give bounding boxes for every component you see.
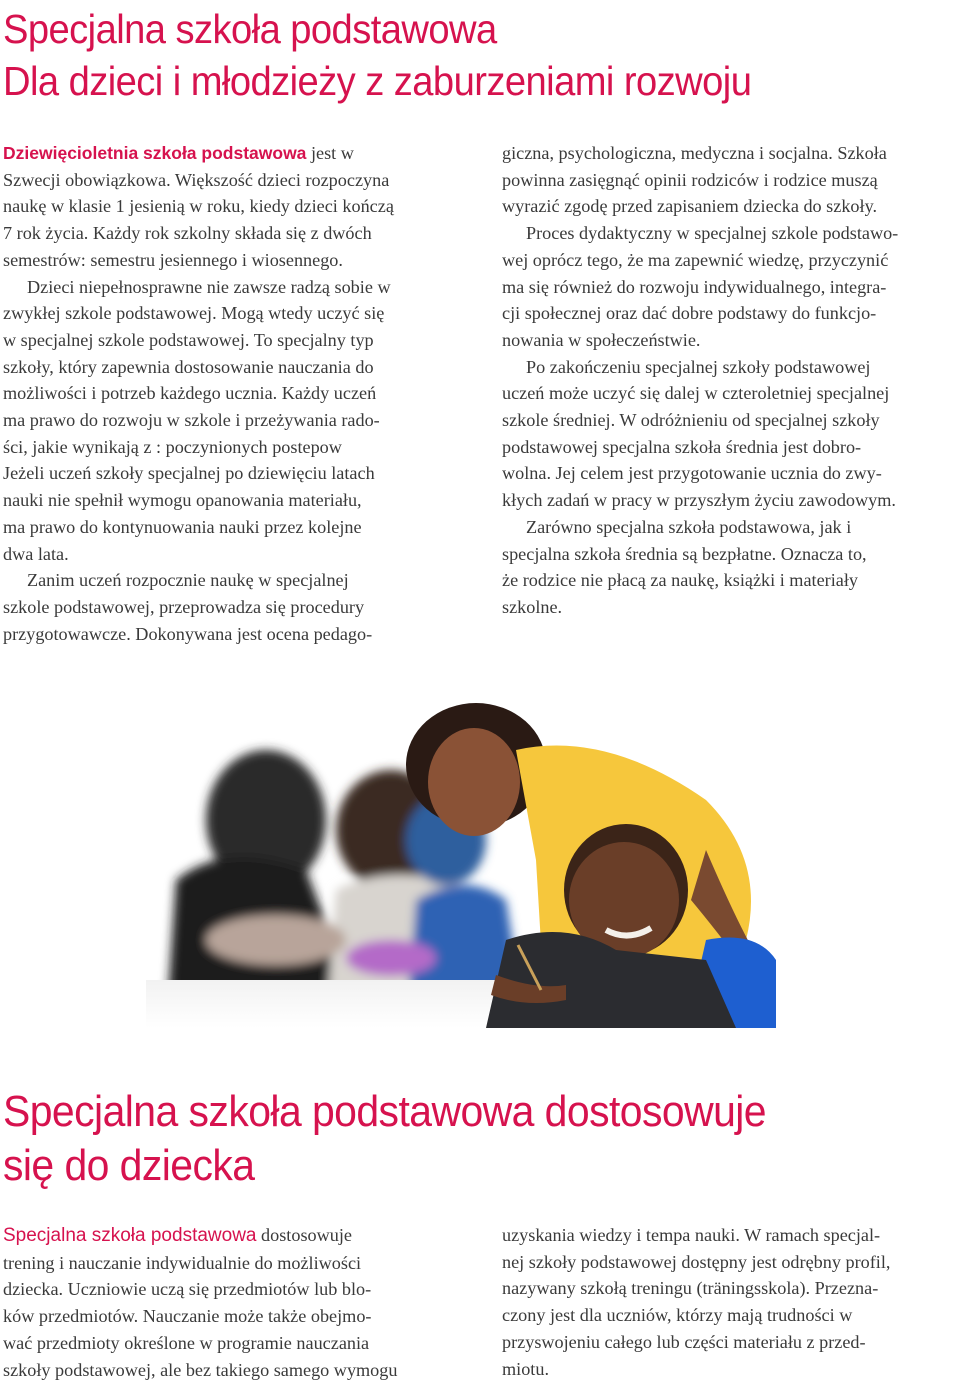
section-heading bbox=[3, 1085, 766, 1193]
text-line bbox=[3, 407, 394, 434]
classroom-photo bbox=[146, 690, 776, 1028]
page-title bbox=[3, 3, 751, 107]
text-line bbox=[502, 1222, 890, 1249]
text-line bbox=[502, 1302, 890, 1329]
text-line bbox=[502, 460, 898, 487]
section-heading-line-1: Specjalna szkoła podstawowa dostosowuje bbox=[3, 1087, 767, 1136]
text-line bbox=[3, 380, 394, 407]
line-text: nazywany szkołą treningu (träningsskola). Przezna- bbox=[502, 1278, 879, 1299]
line-text: możliwości i potrzeb każdego ucznia. Każdy uczeń bbox=[3, 383, 377, 404]
text-line bbox=[3, 434, 394, 461]
text-line bbox=[3, 1276, 397, 1303]
line-text: 7 rok życia. Każdy rok szkolny składa się z dwóch bbox=[3, 223, 372, 244]
text-line bbox=[3, 567, 394, 594]
line-text: szkole średniej. W odróżnieniu od specjalnej szkoły bbox=[502, 410, 880, 431]
text-line bbox=[3, 140, 394, 167]
line-text: wyrazić zgodę przed zapisaniem dziecka do szkoły. bbox=[502, 196, 878, 217]
lead-phrase: Specjalna szkoła podstawowa bbox=[3, 1225, 257, 1246]
section1-left-column bbox=[3, 140, 394, 647]
text-line bbox=[3, 1303, 397, 1330]
line-text: semestrów: semestru jesiennego i wiosennego. bbox=[3, 249, 343, 270]
text-line bbox=[502, 407, 898, 434]
text-line bbox=[502, 193, 898, 220]
line-text: dziecka. Uczniowie uczą się przedmiotów lub blo- bbox=[3, 1279, 372, 1300]
line-text: szkoły podstawowej, ale bez takiego samego wymogu bbox=[3, 1359, 398, 1380]
line-text: przyswojeniu całego lub części materiału z przed- bbox=[502, 1331, 866, 1352]
line-text: specjalna szkoła średnia są bezpłatne. Oznacza to, bbox=[502, 543, 867, 564]
line-text: czony jest dla uczniów, którzy mają trudności w bbox=[502, 1305, 853, 1326]
line-text: powinna zasięgnąć opinii rodziców i rodzice muszą bbox=[502, 169, 878, 190]
line-text: miotu. bbox=[502, 1358, 549, 1379]
line-text: ści, jakie wynikają z : poczynionych postepow bbox=[3, 436, 342, 457]
line-text: cji społecznej oraz dać dobre podstawy do funkcjo- bbox=[502, 303, 877, 324]
text-line bbox=[3, 460, 394, 487]
line-text: naukę w klasie 1 jesienią w roku, kiedy dzieci kończą bbox=[3, 196, 394, 217]
line-text: jest w bbox=[306, 143, 354, 163]
section2-left-column bbox=[3, 1222, 397, 1383]
text-line bbox=[3, 487, 394, 514]
line-text: wolna. Jej celem jest przygotowanie ucznia do zwy- bbox=[502, 463, 882, 484]
text-line bbox=[3, 274, 394, 301]
line-text: wać przedmioty określone w programie nauczania bbox=[3, 1332, 370, 1353]
line-text: podstawowej specjalna szkoła średnia jest dobro- bbox=[502, 436, 862, 457]
text-line bbox=[502, 1275, 890, 1302]
text-line bbox=[502, 274, 898, 301]
text-line bbox=[502, 1249, 890, 1276]
text-line bbox=[3, 594, 394, 621]
text-line bbox=[3, 327, 394, 354]
line-text: w specjalnej szkole podstawowej. To specjalny typ bbox=[3, 329, 374, 350]
text-line bbox=[3, 247, 394, 274]
text-line bbox=[3, 1222, 397, 1250]
text-line bbox=[502, 1356, 890, 1383]
text-line bbox=[502, 594, 898, 621]
line-text: Zarówno specjalna szkoła podstawowa, jak i bbox=[526, 516, 852, 537]
text-line bbox=[3, 621, 394, 648]
page-title-line-1: Specjalna szkoła podstawowa bbox=[3, 6, 497, 52]
text-line bbox=[502, 541, 898, 568]
text-line bbox=[502, 487, 898, 514]
line-text: Po zakończeniu specjalnej szkoły podstawowej bbox=[526, 356, 871, 377]
text-line bbox=[3, 300, 394, 327]
line-text: uzyskania wiedzy i tempa nauki. W ramach specjal- bbox=[502, 1225, 881, 1245]
text-line bbox=[3, 1250, 397, 1277]
page-title-line-2: Dla dzieci i młodzieży z zaburzeniami rozwoju bbox=[3, 58, 752, 104]
line-text: ma się również do rozwoju indywidualnego, integra- bbox=[502, 276, 887, 297]
line-text: Proces dydaktyczny w specjalnej szkole podstawo- bbox=[526, 223, 899, 244]
text-line bbox=[3, 541, 394, 568]
text-line bbox=[502, 140, 898, 167]
text-line bbox=[3, 167, 394, 194]
text-line bbox=[502, 434, 898, 461]
line-text: nej szkoły podstawowej dostępny jest odrębny profil, bbox=[502, 1251, 891, 1272]
text-line bbox=[3, 1357, 397, 1384]
text-line bbox=[502, 220, 898, 247]
text-line bbox=[3, 354, 394, 381]
line-text: nowania w społeczeństwie. bbox=[502, 329, 701, 350]
text-line bbox=[502, 327, 898, 354]
line-text: wej oprócz tego, że ma zapewnić wiedzę, przyczynić bbox=[502, 249, 889, 270]
line-text: przygotowawcze. Dokonywana jest ocena pedago- bbox=[3, 623, 373, 644]
text-line bbox=[3, 514, 394, 541]
text-line bbox=[502, 300, 898, 327]
line-text: zwykłej szkole podstawowej. Mogą wtedy uczyć się bbox=[3, 303, 385, 324]
section2-right-column bbox=[502, 1222, 890, 1382]
line-text: szkolne. bbox=[502, 596, 563, 617]
line-text: dwa lata. bbox=[3, 543, 69, 564]
text-line bbox=[502, 1329, 890, 1356]
line-text: trening i nauczanie indywidualnie do możliwości bbox=[3, 1252, 362, 1273]
text-line bbox=[502, 380, 898, 407]
text-line bbox=[502, 167, 898, 194]
line-text: giczna, psychologiczna, medyczna i socjalna. Szkoła bbox=[502, 143, 887, 163]
text-line bbox=[3, 193, 394, 220]
line-text: dostosowuje bbox=[256, 1225, 352, 1245]
line-text: szkole podstawowej, przeprowadza się procedury bbox=[3, 596, 365, 617]
line-text: ków przedmiotów. Nauczanie może także obejmo- bbox=[3, 1306, 372, 1327]
line-text: nauki nie spełnił wymogu opanowania materiału, bbox=[3, 490, 362, 511]
text-line bbox=[502, 354, 898, 381]
line-text: szkoły, który zapewnia dostosowanie nauczania do bbox=[3, 356, 374, 377]
line-text: kłych zadań w pracy w przyszłym życiu zawodowym. bbox=[502, 490, 896, 511]
line-text: Zanim uczeń rozpocznie naukę w specjalnej bbox=[27, 570, 349, 591]
line-text: Jeżeli uczeń szkoły specjalnej po dziewięciu latach bbox=[3, 463, 375, 484]
text-line bbox=[3, 1330, 397, 1357]
section-heading-line-2: się do dziecka bbox=[3, 1141, 255, 1190]
line-text: ma prawo do kontynuowania nauki przez kolejne bbox=[3, 516, 362, 537]
text-line bbox=[3, 220, 394, 247]
text-line bbox=[502, 247, 898, 274]
lead-phrase: Dziewięcioletnia szkoła podstawowa bbox=[3, 143, 307, 163]
line-text: uczeń może uczyć się dalej w czteroletniej specjalnej bbox=[502, 383, 890, 404]
line-text: że rodzice nie płacą za naukę, książki i materiały bbox=[502, 570, 858, 591]
line-text: Dzieci niepełnosprawne nie zawsze radzą sobie w bbox=[27, 276, 391, 297]
line-text: ma prawo do rozwoju w szkole i przeżywania rado- bbox=[3, 410, 380, 431]
text-line bbox=[502, 567, 898, 594]
line-text: Szwecji obowiązkowa. Większość dzieci rozpoczyna bbox=[3, 169, 390, 190]
section1-right-column bbox=[502, 140, 898, 621]
text-line bbox=[502, 514, 898, 541]
